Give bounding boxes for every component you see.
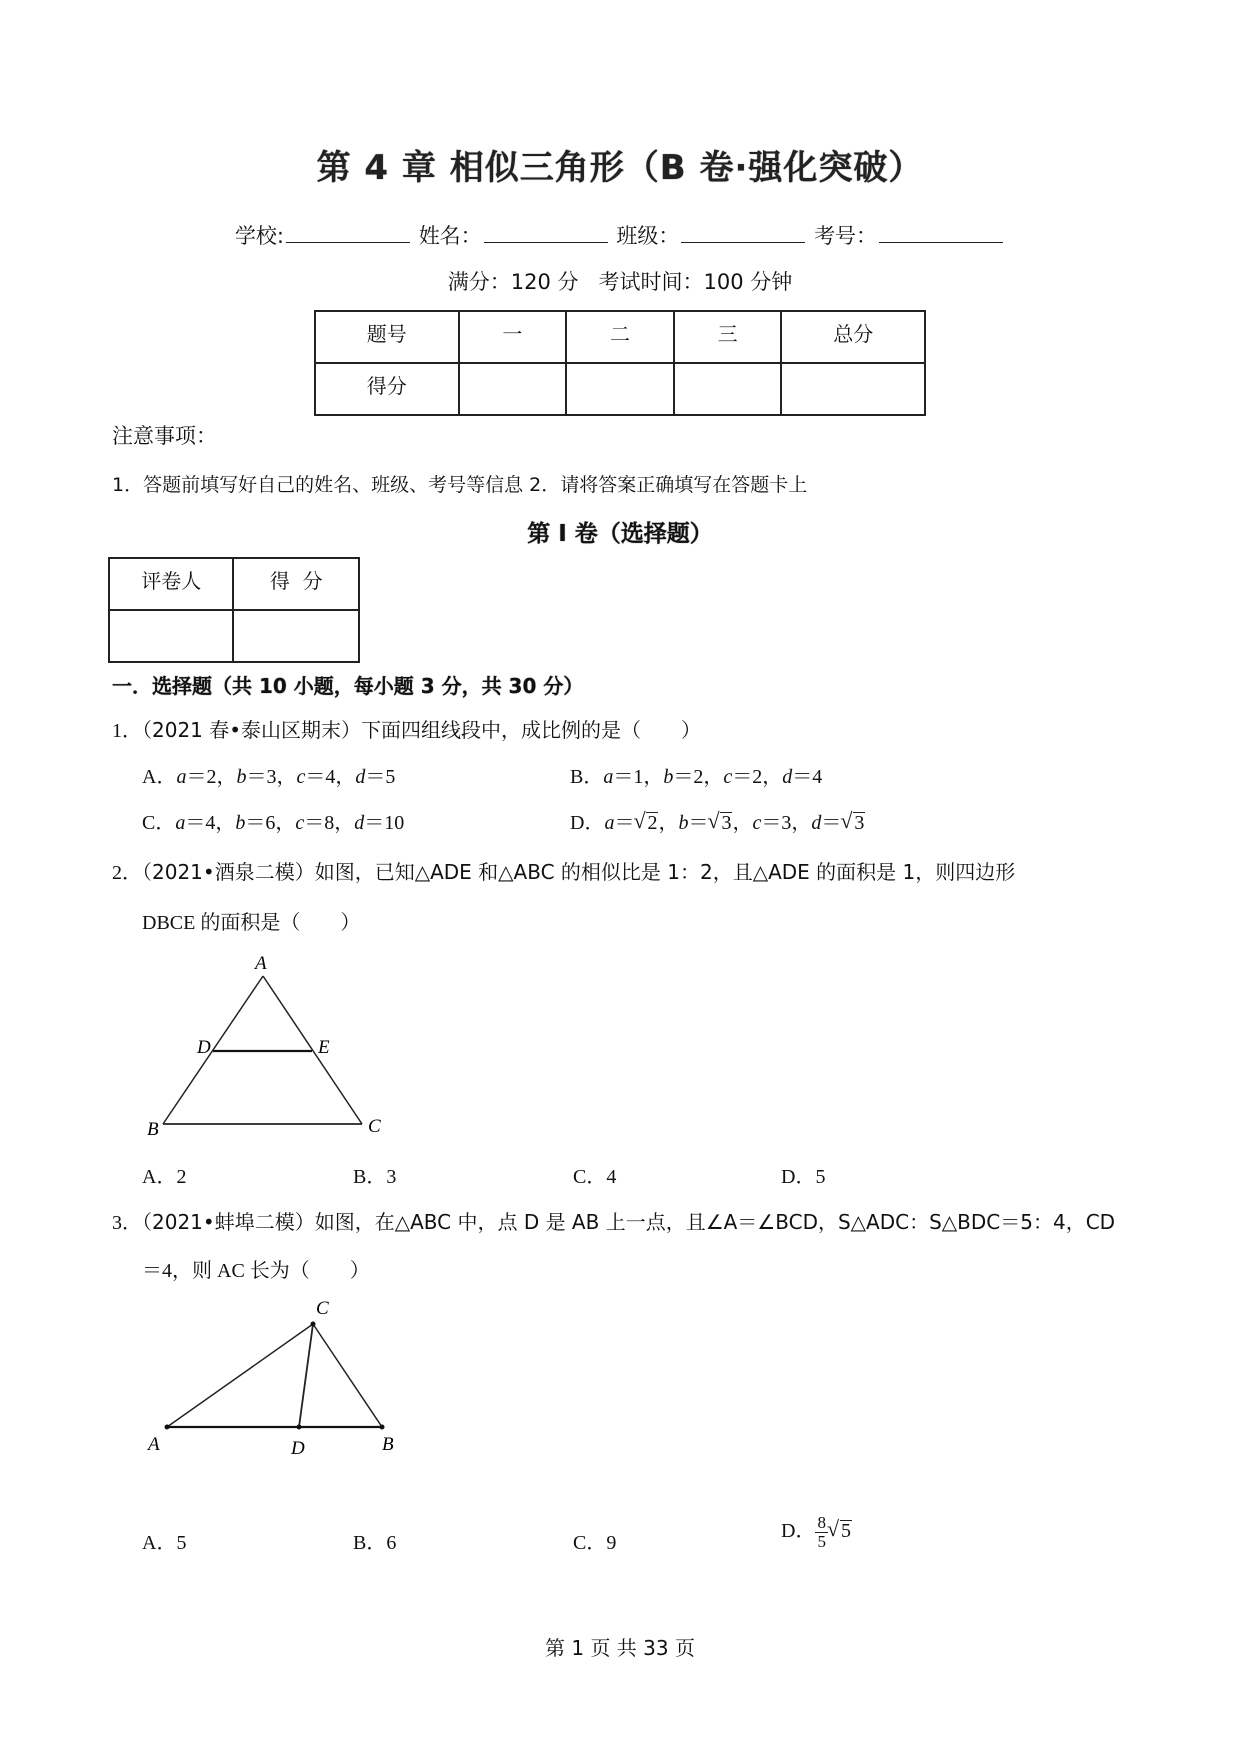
figure-triangle-abc-cd [140, 1290, 420, 1470]
grader-table [108, 557, 360, 663]
figure-triangle-ade-abc [140, 945, 400, 1135]
score-table-header: 一 [459, 311, 567, 363]
question-1 [112, 714, 701, 743]
q3-option-b[interactable]: B．6 [353, 1532, 397, 1554]
q3-option-c[interactable]: C．9 [573, 1532, 617, 1554]
q2-option-a[interactable]: A．2 [142, 1166, 187, 1188]
exam-meta: 满分：120 分 考试时间：100 分钟 [447, 270, 793, 294]
q1-option-c[interactable]: C．a＝4，b＝6，c＝8，d＝10 [142, 812, 405, 834]
label-a: A [148, 1434, 160, 1455]
point-b [380, 1425, 385, 1430]
name-blank[interactable] [484, 224, 608, 243]
sqrt: √ 5 [840, 1520, 852, 1541]
score-table [314, 310, 926, 416]
label-d: D [291, 1438, 305, 1459]
label-c: C [368, 1116, 381, 1135]
label-d: D [197, 1037, 211, 1058]
score-cell[interactable] [566, 363, 674, 415]
exam-number-label: 考号： [814, 224, 878, 248]
page-footer: 第 1 页 共 33 页 [545, 1636, 695, 1660]
grader-cell[interactable] [109, 610, 233, 662]
student-info-line [0, 220, 1240, 250]
name-label: 姓名： [418, 224, 482, 248]
volume-title: 第 I 卷（选择题） [527, 521, 713, 547]
question-2-line2: DBCE 的面积是（ ） [142, 912, 361, 934]
question-3 [112, 1206, 1115, 1235]
question-stem: 下面四组线段中，成比例的是（ ） [361, 718, 702, 742]
question-3-line2: ＝4，则 AC 长为（ ） [142, 1260, 370, 1282]
label-c: C [316, 1298, 329, 1319]
score-table-header: 二 [566, 311, 674, 363]
score-cell[interactable] [459, 363, 567, 415]
question-number: 1． [112, 720, 142, 742]
notice-text: 1．答题前填写好自己的姓名、班级、考号等信息 2．请将答案正确填写在答题卡上 [112, 474, 808, 496]
q2-option-d[interactable]: D．5 [781, 1166, 826, 1188]
question-number: 2． [112, 862, 142, 884]
label-a: A [255, 953, 267, 974]
score-cell[interactable] [674, 363, 782, 415]
segment-ac [167, 1324, 313, 1427]
question-source: （2021•酒泉二模） [142, 860, 315, 884]
section-title: 一．选择题（共 10 小题，每小题 3 分，共 30 分） [112, 674, 584, 698]
q2-option-c[interactable]: C．4 [573, 1166, 617, 1188]
segment-cb [313, 1324, 382, 1427]
q2-option-b[interactable]: B．3 [353, 1166, 397, 1188]
score-cell[interactable] [781, 363, 925, 415]
point-a [165, 1425, 170, 1430]
q1-option-a[interactable]: A．a＝2，b＝3，c＝4，d＝5 [142, 766, 396, 788]
score-row-label: 得分 [315, 363, 459, 415]
document-title: 第 4 章 相似三角形（B 卷·强化突破） [316, 148, 924, 188]
q3-option-d[interactable]: D． $\frac{8}{5}$ √ 5 [781, 1514, 852, 1551]
question-stem-line1: 如图，已知△ADE 和△ABC 的相似比是 1：2，且△ADE 的面积是 1，则四边形 [314, 860, 1016, 884]
grader-cell[interactable] [233, 610, 359, 662]
question-source: （2021•蚌埠二模） [142, 1210, 315, 1234]
question-stem-line1: 如图，在△ABC 中，点 D 是 AB 上一点，且∠A＝∠BCD，S△ADC：S△BDC＝5：4，CD [314, 1210, 1116, 1234]
q1-option-b[interactable]: B．a＝1，b＝2，c＝2，d＝4 [570, 766, 823, 788]
exam-number-blank[interactable] [879, 224, 1003, 243]
label-b: B [147, 1119, 159, 1135]
score-table-header: 三 [674, 311, 782, 363]
question-source: （2021 春•泰山区期末） [142, 718, 362, 742]
grader-header: 评卷人 [109, 558, 233, 610]
q3-option-a[interactable]: A．5 [142, 1532, 187, 1554]
label-e: E [318, 1037, 330, 1058]
school-blank[interactable] [286, 224, 410, 243]
segment-cd [299, 1324, 313, 1427]
school-label: 学校: [234, 224, 284, 248]
score-table-header: 总分 [781, 311, 925, 363]
score-table-header: 题号 [315, 311, 459, 363]
class-label: 班级： [616, 224, 680, 248]
question-2 [112, 856, 1015, 885]
grader-header: 得 分 [233, 558, 359, 610]
q1-option-d[interactable]: D．a＝√ 2，b＝√ 3，c＝3，d＝√ 3 [570, 806, 865, 835]
class-blank[interactable] [681, 224, 805, 243]
question-number: 3． [112, 1212, 142, 1234]
label-b: B [382, 1434, 394, 1455]
point-c [311, 1322, 316, 1327]
point-d [297, 1425, 302, 1430]
notice-title: 注意事项： [112, 424, 217, 448]
fraction: $\frac{8}{5}$ [817, 1513, 826, 1551]
